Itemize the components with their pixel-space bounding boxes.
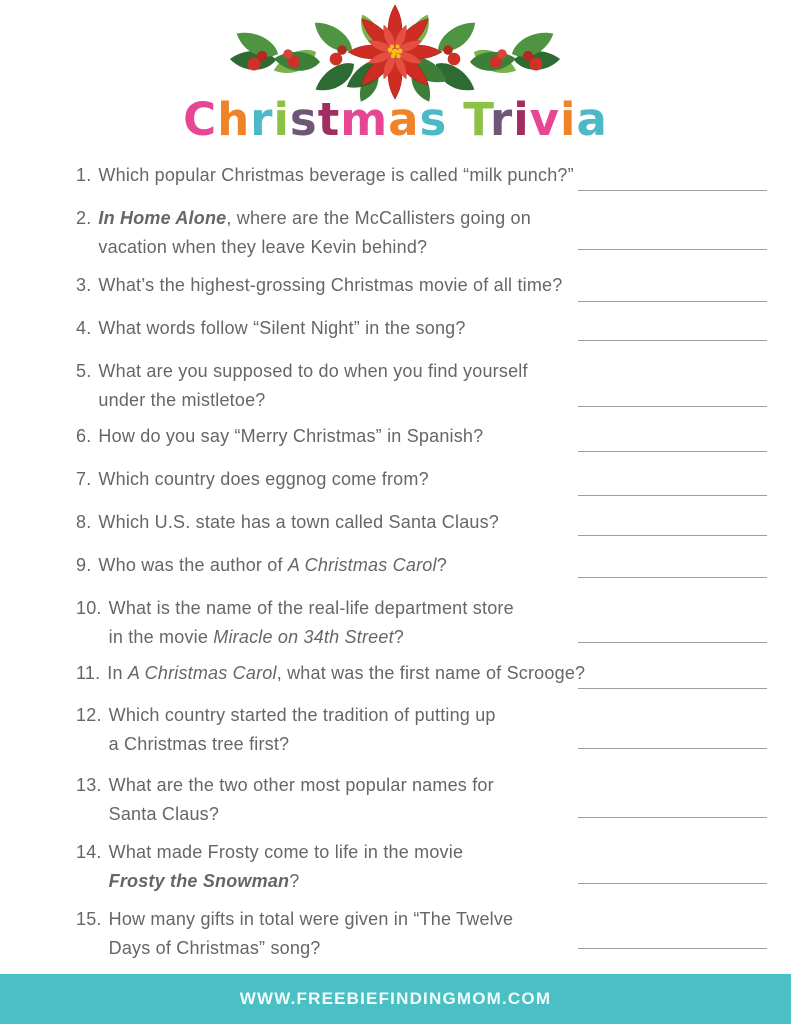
question-item: [76, 771, 494, 829]
answer-blank-line: [578, 249, 767, 250]
question-text: [98, 508, 499, 537]
question-number: 13.: [76, 775, 102, 795]
title-letter: a: [576, 93, 608, 146]
question-line: Santa Claus?: [108, 804, 220, 824]
title-letter: s: [419, 93, 448, 146]
answer-blank-line: [578, 535, 767, 536]
question-item: [76, 551, 447, 580]
question-line: What are you supposed to do when you find yourself: [98, 361, 528, 381]
question-text: [107, 659, 585, 688]
answer-blank-line: [578, 642, 767, 643]
title-letter: a: [388, 93, 420, 146]
question-line: in the movie Miracle on 34th Street?: [108, 627, 404, 647]
question-text: [109, 905, 514, 963]
question-line: What words follow “Silent Night” in the song?: [98, 318, 466, 338]
question-number: 6.: [76, 426, 92, 446]
title-letter: i: [513, 93, 530, 146]
question-item: [76, 905, 513, 963]
question-number: 7.: [76, 469, 92, 489]
question-line: What made Frosty come to life in the movie: [108, 842, 464, 862]
question-item: [76, 314, 466, 343]
question-text: [98, 422, 483, 451]
question-line: Days of Christmas” song?: [108, 938, 321, 958]
question-line: How many gifts in total were given in “The Twelve: [108, 909, 514, 929]
question-number: 14.: [76, 842, 102, 862]
question-line: Which U.S. state has a town called Santa Claus?: [98, 512, 500, 532]
question-line: Which country started the tradition of putting up: [108, 705, 496, 725]
footer-url: WWW.FREEBIEFINDINGMOM.COM: [239, 989, 552, 1008]
question-text: [98, 204, 531, 262]
question-text: [109, 701, 496, 759]
question-line: Which country does eggnog come from?: [98, 469, 429, 489]
question-item: [76, 422, 483, 451]
title-letter: r: [250, 93, 274, 146]
question-line: What’s the highest-grossing Christmas movie of all time?: [98, 275, 563, 295]
title-letter: i: [560, 93, 577, 146]
question-number: 11.: [76, 663, 101, 683]
question-text: [98, 465, 428, 494]
question-line: What are the two other most popular names for: [108, 775, 494, 795]
question-item: [76, 161, 574, 190]
answer-blank-line: [578, 301, 767, 302]
question-number: 3.: [76, 275, 92, 295]
question-text: [98, 551, 446, 580]
question-text: [109, 771, 494, 829]
question-line: How do you say “Merry Christmas” in Spanish?: [98, 426, 484, 446]
question-number: 1.: [76, 165, 92, 185]
title-word: [463, 94, 608, 146]
answer-blank-line: [578, 883, 767, 884]
answer-blank-line: [578, 451, 767, 452]
question-line: under the mistletoe?: [98, 390, 266, 410]
question-line: a Christmas tree first?: [108, 734, 290, 754]
question-number: 9.: [76, 555, 92, 575]
question-number: 12.: [76, 705, 102, 725]
answer-blank-line: [578, 748, 767, 749]
question-number: 5.: [76, 361, 92, 381]
answer-blank-line: [578, 948, 767, 949]
title-word: [183, 94, 447, 146]
answer-blank-line: [578, 688, 767, 689]
question-line: Which popular Christmas beverage is called “milk punch?”: [98, 165, 574, 185]
question-item: [76, 838, 463, 896]
question-line: Who was the author of A Christmas Carol?: [98, 555, 447, 575]
question-item: [76, 508, 499, 537]
question-text: [98, 357, 527, 415]
question-line: What is the name of the real-life department store: [108, 598, 514, 618]
answer-blank-line: [578, 190, 767, 191]
question-line: Frosty the Snowman?: [108, 871, 300, 891]
question-text: [109, 838, 464, 896]
title-letter: v: [529, 93, 561, 146]
title-letter: t: [317, 93, 341, 146]
question-item: [76, 465, 429, 494]
title-letter: C: [183, 93, 218, 146]
question-item: [76, 659, 585, 688]
question-number: 4.: [76, 318, 92, 338]
title-letter: r: [490, 93, 514, 146]
holly-garland-poinsettia-icon: [224, 2, 566, 104]
title-letter: h: [217, 93, 251, 146]
question-item: [76, 271, 562, 300]
question-item: [76, 701, 496, 759]
answer-blank-line: [578, 406, 767, 407]
question-text: [98, 161, 573, 190]
answer-blank-line: [578, 577, 767, 578]
question-item: [76, 204, 531, 262]
question-line: vacation when they leave Kevin behind?: [98, 237, 428, 257]
question-number: 10.: [76, 598, 102, 618]
question-text: [98, 314, 465, 343]
question-item: [76, 594, 514, 652]
question-line: In Home Alone, where are the McCallisters going on: [98, 208, 531, 228]
question-number: 8.: [76, 512, 92, 532]
title-letter: i: [273, 93, 290, 146]
question-number: 15.: [76, 909, 102, 929]
footer-bar: [0, 974, 791, 1024]
title-letter: m: [340, 93, 389, 146]
question-text: [98, 271, 562, 300]
question-line: In A Christmas Carol, what was the first name of Scrooge?: [107, 663, 586, 683]
answer-blank-line: [578, 495, 767, 496]
question-item: [76, 357, 528, 415]
page-title: [0, 94, 791, 146]
title-letter: T: [463, 93, 491, 146]
question-number: 2.: [76, 208, 92, 228]
title-letter: s: [289, 93, 318, 146]
answer-blank-line: [578, 817, 767, 818]
answer-blank-line: [578, 340, 767, 341]
question-text: [109, 594, 514, 652]
